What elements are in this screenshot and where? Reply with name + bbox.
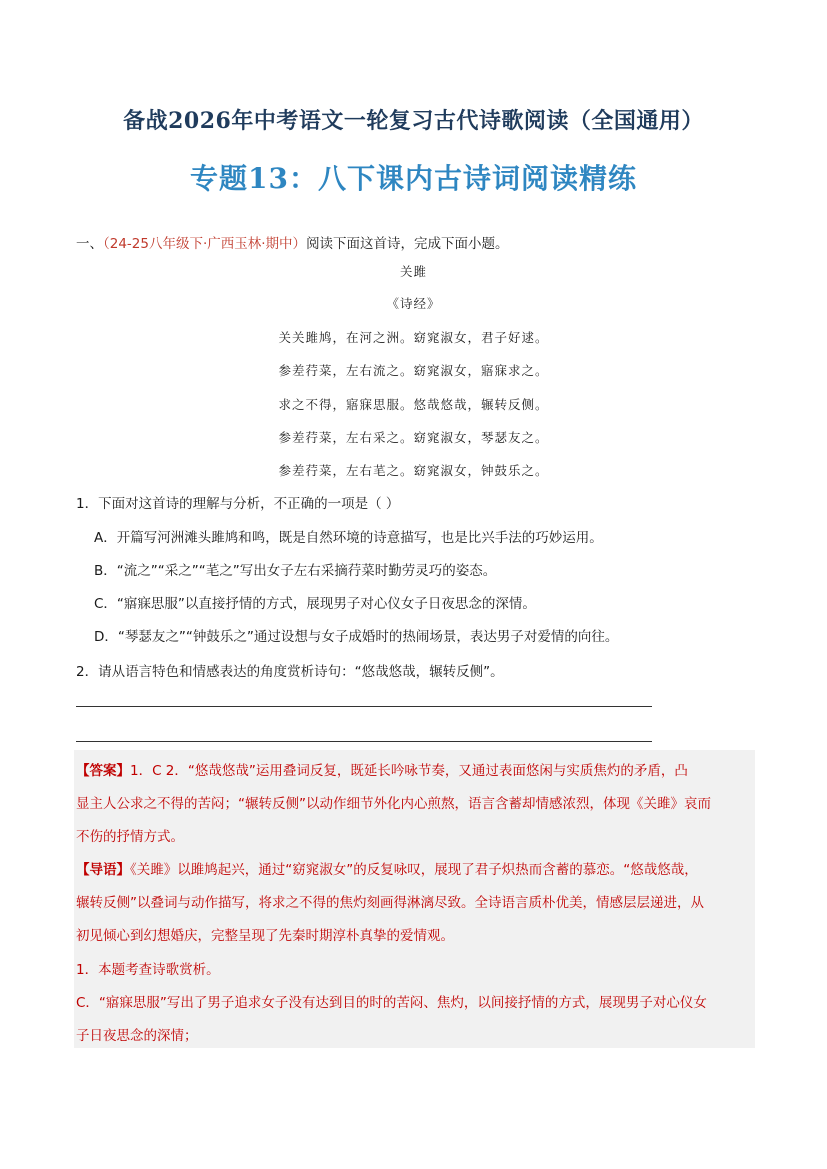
- poem-title: 关雎: [399, 264, 427, 279]
- poem-line: 参差荇菜，左右芼之。窈窕淑女，钟鼓乐之。: [278, 463, 549, 478]
- answer-line-text: [76, 924, 454, 944]
- answer-line-text: [76, 991, 707, 1011]
- answer-line-text: [76, 891, 704, 911]
- answer-line-text: [76, 1024, 198, 1044]
- poem-author: 《诗经》: [386, 296, 441, 311]
- answer-line-text: [76, 958, 220, 978]
- answer-line-text: [76, 792, 711, 812]
- answer-line-text: [76, 825, 184, 845]
- option-c: C．“寤寐思服”以直接抒情的方式，展现男子对心仪女子日夜思念的深情。: [94, 596, 536, 612]
- document-title: 备战2026年中考语文一轮复习古代诗歌阅读（全国通用）: [123, 108, 704, 134]
- answer-line: [76, 706, 652, 707]
- poem-line: 参差荇菜，左右采之。窈窕淑女，琴瑟友之。: [278, 430, 549, 445]
- answer-text: 初见倾心到幻想婚庆，完整呈现了先秦时期淳朴真挚的爱情观。: [76, 928, 454, 944]
- answer-text: 不伤的抒情方式。: [76, 829, 184, 845]
- answer-text: 辗转反侧”以叠词与动作描写，将求之不得的焦灼刻画得淋漓尽致。全诗语言质朴优美，情感层层递进，从: [76, 895, 704, 911]
- question-number: 一、: [76, 236, 103, 252]
- document-subtitle: 专题13：八下课内古诗词阅读精练: [190, 162, 637, 195]
- option-b: B．“流之”“采之”“芼之”写出女子左右采摘荇菜时勤劳灵巧的姿态。: [94, 563, 497, 579]
- question-source: （24-25八年级下·广西玉林·期中）: [103, 236, 307, 252]
- option-d: D．“琴瑟友之”“钟鼓乐之”通过设想与女子成婚时的热闹场景，表达男子对爱情的向往。: [94, 629, 619, 645]
- answer-text: 《关雎》以雎鸠起兴，通过“窈窕淑女”的反复咏叹，展现了君子炽热而含蓄的慕恋。“悠哉悠哉，: [130, 862, 698, 878]
- guide-tag: 【导语】: [76, 862, 130, 878]
- answer-line: [76, 741, 652, 742]
- answer-text: 显主人公求之不得的苦闷；“辗转反侧”以动作细节外化内心煎熬，语言含蓄却情感浓烈，体现《关雎》哀而: [76, 796, 711, 812]
- question-intro: [76, 232, 509, 252]
- poem-line: 参差荇菜，左右流之。窈窕淑女，寤寐求之。: [278, 363, 549, 378]
- question-2-stem: 2．请从语言特色和情感表达的角度赏析诗句：“悠哉悠哉，辗转反侧”。: [76, 664, 504, 680]
- answer-text: C．“寤寐思服”写出了男子追求女子没有达到目的时的苦闷、焦灼，以间接抒情的方式，展现男子对心仪女: [76, 995, 707, 1011]
- answer-line-text: [76, 858, 698, 878]
- poem-line: 关关雎鸠，在河之洲。窈窕淑女，君子好逑。: [278, 330, 549, 345]
- answer-text: 子日夜思念的深情；: [76, 1028, 198, 1044]
- answer-text: 1．本题考查诗歌赏析。: [76, 962, 220, 978]
- question-1-stem: 1．下面对这首诗的理解与分析，不正确的一项是（ ）: [76, 496, 400, 512]
- answer-text: 1．C 2．“悠哉悠哉”运用叠词反复，既延长吟咏节奏，又通过表面悠闲与实质焦灼的矛盾，凸: [130, 763, 688, 779]
- answer-line-text: [76, 759, 688, 779]
- option-a: A．开篇写河洲滩头雎鸠和鸣，既是自然环境的诗意描写，也是比兴手法的巧妙运用。: [94, 530, 603, 546]
- answer-tag: 【答案】: [76, 763, 130, 779]
- question-instruction: 阅读下面这首诗，完成下面小题。: [306, 236, 509, 252]
- poem-line: 求之不得，寤寐思服。悠哉悠哉，辗转反侧。: [278, 397, 549, 412]
